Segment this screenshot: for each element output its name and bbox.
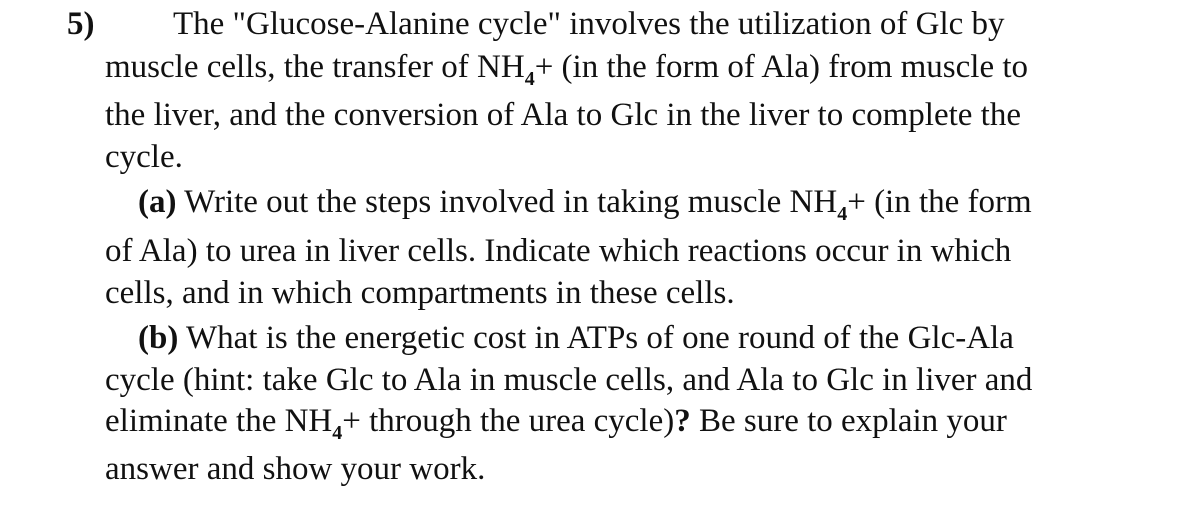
part-b-line-2: cycle (hint: take Glc to Ala in muscle cells, and Ala to Glc in liver and [105, 362, 1033, 398]
part-a-line-1 [138, 184, 1032, 225]
part-b-line-1 [138, 322, 1014, 355]
part-b-line-3-end: Be sure to explain your [690, 403, 1007, 439]
nh4-subscript: 4 [332, 422, 343, 444]
part-b-line-3 [105, 403, 1007, 444]
question-intro-line-2 [105, 49, 1029, 90]
part-b-line-3-middle: + through the urea cycle) [342, 403, 675, 439]
question-number: 5) [67, 6, 95, 42]
part-b-line-3-start: eliminate the NH [105, 403, 333, 439]
intro-line-2-start: muscle cells, the transfer of NH [105, 49, 525, 85]
part-b-label: (b) [138, 320, 179, 356]
part-a-text-end: + (in the form [847, 184, 1032, 220]
question-intro-line-1: The "Glucose-Alanine cycle" involves the utilization of Glc by [173, 6, 1005, 42]
part-a-text-start: Write out the steps involved in taking muscle NH [176, 184, 838, 220]
question-mark: ? [674, 403, 691, 439]
part-a-label: (a) [138, 184, 177, 220]
nh4-subscript: 4 [524, 68, 535, 90]
question-intro-line-3: the liver, and the conversion of Ala to Glc in the liver to complete the [105, 97, 1021, 133]
part-b-text: What is the energetic cost in ATPs of one round of the Glc-Ala [178, 320, 1014, 356]
part-b-line-4: answer and show your work. [105, 451, 486, 487]
part-a-line-3: cells, and in which compartments in these cells. [105, 275, 735, 311]
intro-line-2-end: + (in the form of Ala) from muscle to [534, 49, 1029, 85]
question-intro-line-4: cycle. [105, 139, 183, 175]
part-a-line-2: of Ala) to urea in liver cells. Indicate which reactions occur in which [105, 233, 1012, 269]
nh4-subscript: 4 [837, 203, 848, 225]
